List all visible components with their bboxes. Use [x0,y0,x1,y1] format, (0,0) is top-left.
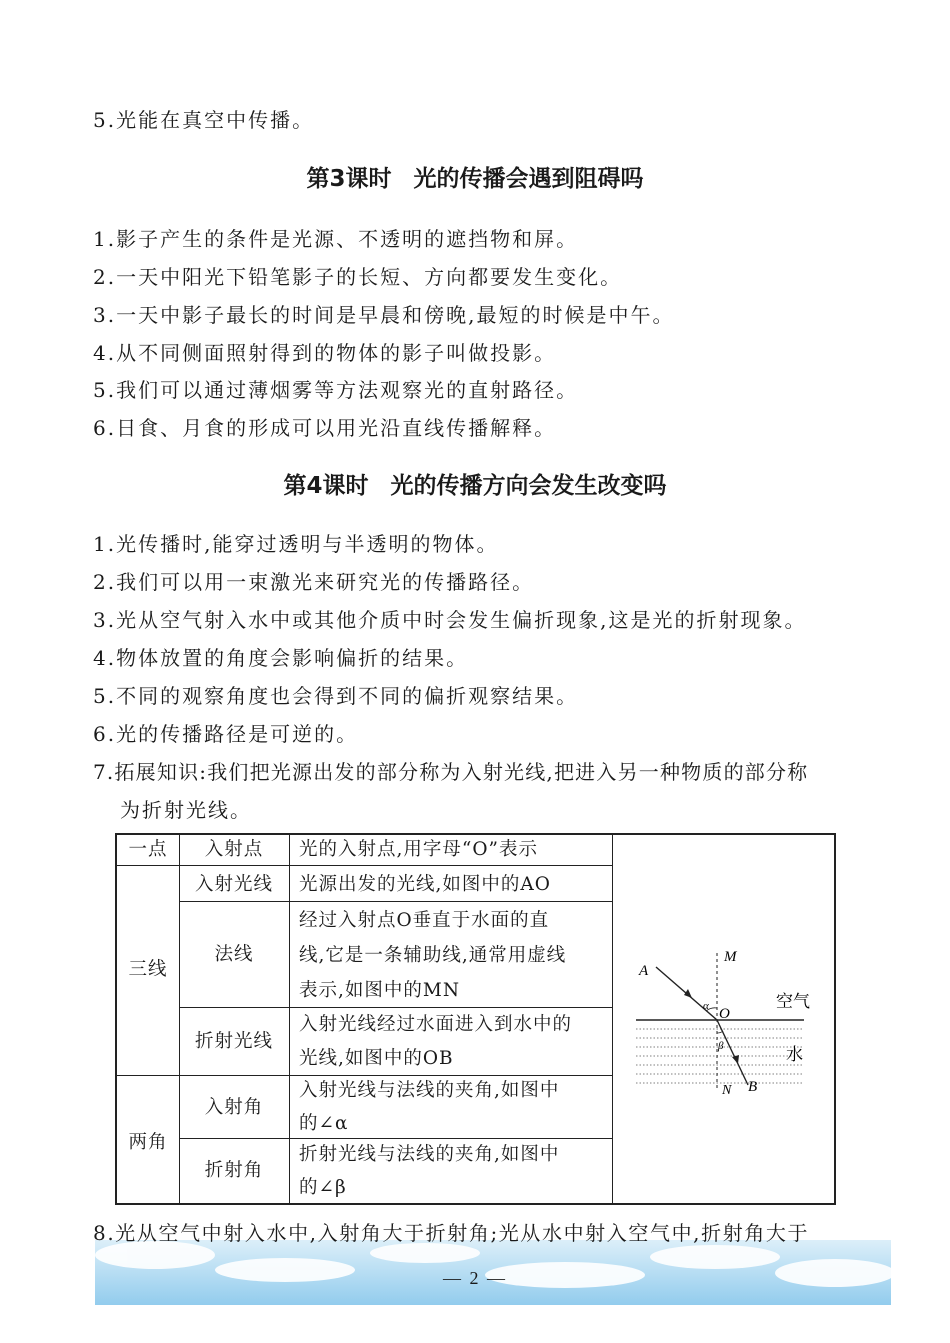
term-refraction-angle: 折射角 [204,1160,264,1181]
lesson4-subtitle: 光的传播方向会发生改变吗 [390,473,667,499]
term-incident-ray: 入射光线 [194,874,273,895]
label-water: 水 [786,1045,803,1065]
desc-incident-angle-line1: 入射光线与法线的夹角,如图中 [299,1080,560,1101]
desc-normal-line1: 经过入射点O垂直于水面的直 [299,910,550,931]
label-N: N [722,1083,732,1098]
label-beta: β [718,1040,724,1052]
desc-incident-angle-line2: 的∠α [299,1113,349,1134]
refracted-arrow [732,1055,739,1064]
label-A: A [639,963,649,979]
refracted-ray-OB [717,1020,748,1085]
lesson3-item-2: 2.一天中阳光下铅笔影子的长短、方向都要发生变化。 [93,265,623,289]
page-number: — 2 — [443,1268,507,1288]
label-O: O [719,1006,730,1022]
label-M: M [724,949,737,965]
desc-incident-ray: 光源出发的光线,如图中的AO [299,874,551,895]
lesson3-subtitle: 光的传播会遇到阻碍吗 [413,166,644,192]
lesson4-item-2: 2.我们可以用一束激光来研究光的传播路径。 [93,570,535,594]
lesson4-item-7: 7.拓展知识:我们把光源出发的部分称为入射光线,把进入另一种物质的部分称 [93,760,809,784]
lesson3-heading [0,163,950,195]
lesson4-item-5: 5.不同的观察角度也会得到不同的偏折观察结果。 [93,684,579,708]
refraction-diagram [614,835,838,1205]
lesson4-item-1: 1.光传播时,能穿过透明与半透明的物体。 [93,532,499,556]
lesson4-item-4: 4.物体放置的角度会影响偏折的结果。 [93,646,469,670]
lesson3-item-4: 4.从不同侧面照射得到的物体的影子叫做投影。 [93,341,557,365]
label-alpha: α [703,1000,709,1012]
desc-refraction-angle-line2: 的∠β [299,1177,347,1198]
label-air: 空气 [776,992,810,1012]
group-three-lines: 三线 [128,959,168,980]
top-item: 5.光能在真空中传播。 [93,108,315,132]
desc-normal-line3: 表示,如图中的MN [299,980,461,1001]
desc-refraction-angle-line1: 折射光线与法线的夹角,如图中 [299,1144,560,1165]
lesson3-title: 第3课时 [306,166,392,192]
lesson3-item-1: 1.影子产生的条件是光源、不透明的遮挡物和屏。 [93,227,579,251]
refraction-table [115,833,836,1205]
term-refracted-ray: 折射光线 [194,1031,273,1052]
term-normal: 法线 [214,944,254,965]
lesson4-title: 第4课时 [283,473,369,499]
table-vline [289,835,290,1203]
lesson3-item-3: 3.一天中影子最长的时间是早晨和傍晚,最短的时候是中午。 [93,303,675,327]
item-8: 8.光从空气中射入水中,入射角大于折射角;光从水中射入空气中,折射角大于 [93,1221,810,1245]
lesson3-item-5: 5.我们可以通过薄烟雾等方法观察光的直射路径。 [93,378,579,402]
group-one-point: 一点 [128,839,168,860]
lesson4-item-3: 3.光从空气射入水中或其他介质中时会发生偏折现象,这是光的折射现象。 [93,608,807,632]
lesson3-item-6: 6.日食、月食的形成可以用光沿直线传播解释。 [93,416,557,440]
beta-arc [717,1031,723,1033]
table-vline [612,835,613,1203]
desc-refracted-line1: 入射光线经过水面进入到水中的 [299,1014,573,1035]
lesson4-item-6: 6.光的传播路径是可逆的。 [93,722,359,746]
desc-refracted-line2: 光线,如图中的OB [299,1048,454,1069]
desc-normal-line2: 线,它是一条辅助线,通常用虚线 [299,945,567,966]
incident-arrow [684,989,692,998]
term-incident-angle: 入射角 [204,1097,264,1118]
term-incident-point: 入射点 [204,839,264,860]
lesson4-heading [0,470,950,502]
label-B: B [748,1079,758,1095]
lesson4-item-7-cont: 为折射光线。 [120,798,252,822]
desc-incident-point: 光的入射点,用字母“O”表示 [299,839,538,860]
group-two-angles: 两角 [128,1132,168,1153]
